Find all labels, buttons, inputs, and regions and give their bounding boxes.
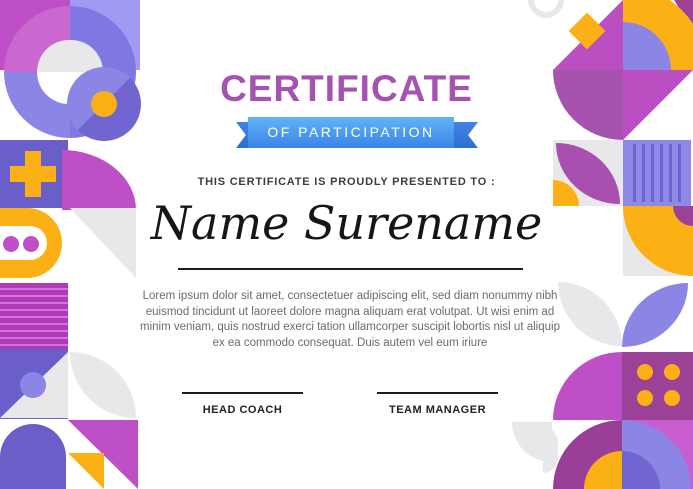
yellow-triangle xyxy=(68,453,104,489)
plum-dots-tile xyxy=(622,352,693,420)
ribbon-banner: OF PARTICIPATION xyxy=(248,117,454,148)
signature-label: TEAM MANAGER xyxy=(388,404,487,416)
signature-label: HEAD COACH xyxy=(202,404,283,416)
signature-block-head-coach xyxy=(182,392,303,416)
dot xyxy=(637,390,653,406)
ribbon-end-right xyxy=(452,122,478,148)
dot xyxy=(664,364,680,380)
gray-arc xyxy=(528,0,564,18)
lavender-petal xyxy=(622,283,688,347)
gray-quarter xyxy=(512,422,552,462)
recipient-name: Name Surename xyxy=(150,196,543,250)
striped-block xyxy=(0,283,68,349)
lavender-dot xyxy=(20,372,46,398)
signature-block-team-manager xyxy=(377,392,498,416)
presented-line: THIS CERTIFICATE IS PROUDLY PRESENTED TO : xyxy=(197,176,496,188)
magenta-quarter xyxy=(553,352,622,420)
dot xyxy=(637,364,653,380)
dot xyxy=(664,390,680,406)
purple-arch xyxy=(0,424,66,489)
signature-line xyxy=(182,392,303,394)
certificate-title: CERTIFICATE xyxy=(220,68,473,109)
signature-line xyxy=(377,392,498,394)
gray-petal xyxy=(558,282,622,346)
name-underline xyxy=(178,268,523,270)
gray-petal xyxy=(70,352,136,418)
body-paragraph: Lorem ipsum dolor sit amet, consectetuer adipiscing elit, sed diam nonummy nibh euismod tincidunt ut laoreet dolore magna aliquam erat volutpat. Ut wisi enim ad minim veniam, quis nostrud exerci tation ullamcorper suscipit lobortis nisl ut aliquip ex ea commodo consequat. Duis autem vel eum iriure xyxy=(140,290,560,349)
